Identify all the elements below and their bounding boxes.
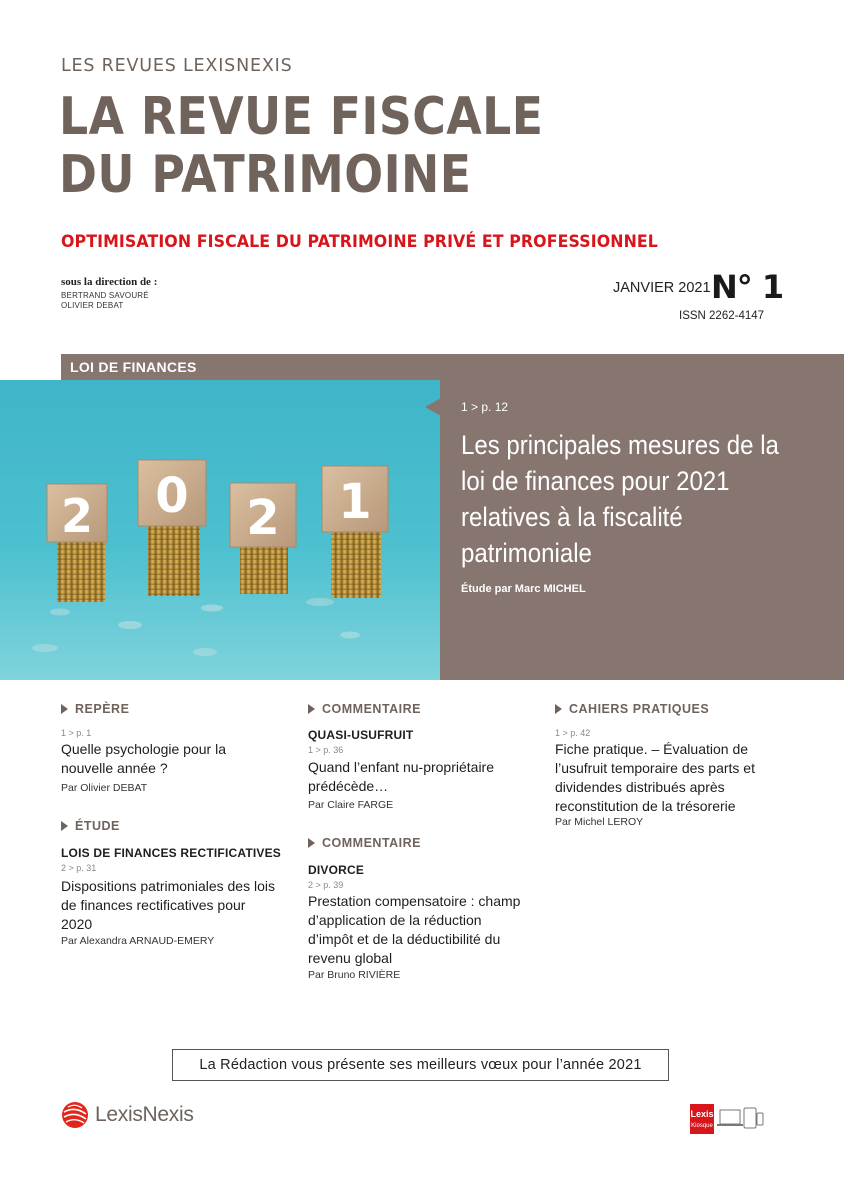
- article-author: Par Michel LEROY: [555, 816, 644, 828]
- direction-label: sous la direction de :: [61, 276, 158, 288]
- series-name: LES REVUES LEXISNEXIS: [61, 56, 293, 76]
- publisher-name: LexisNexis: [95, 1103, 194, 1126]
- issue-number: N° 1: [711, 268, 784, 306]
- triangle-bullet-icon: [61, 821, 68, 831]
- section-heading-repere: [61, 702, 129, 716]
- triangle-bullet-icon: [555, 704, 562, 714]
- feature-title[interactable]: Les principales mesures de la loi de finances pour 2021 relatives à la fiscalité patrimoniale: [461, 430, 779, 568]
- article-ref: 1 > p. 42: [555, 728, 591, 738]
- cover-photo: [0, 380, 440, 680]
- section-heading-label: REPÈRE: [75, 702, 130, 716]
- article-keyword: QUASI-USUFRUIT: [308, 728, 414, 742]
- section-heading-cahiers-pratiques: [555, 702, 709, 716]
- image-digit: 0: [155, 468, 189, 524]
- article-author: Par Alexandra ARNAUD-EMERY: [61, 935, 215, 947]
- triangle-bullet-icon: [61, 704, 68, 714]
- journal-title-line2: DU PATRIMOINE: [59, 145, 472, 205]
- issue-date: JANVIER 2021 -: [613, 280, 720, 296]
- article-author: Par Claire FARGE: [308, 799, 394, 811]
- article-ref: 1 > p. 1: [61, 728, 92, 738]
- section-heading-label: COMMENTAIRE: [322, 836, 422, 850]
- section-heading-etude: [61, 819, 120, 833]
- article-ref: 2 > p. 39: [308, 880, 344, 890]
- article-ref: 1 > p. 36: [308, 745, 344, 755]
- image-digit: 1: [338, 474, 372, 530]
- article-ref: 2 > p. 31: [61, 863, 97, 873]
- article-title[interactable]: Quand l’enfant nu-propriétaire prédécède…: [308, 759, 495, 794]
- article-title[interactable]: Prestation compensatoire : champ d’application de la réduction d’impôt et de la déductibilité du revenu global: [308, 893, 521, 966]
- section-heading-commentaire: [308, 836, 421, 850]
- image-digit: 2: [60, 489, 94, 543]
- article-author: Par Bruno RIVIÈRE: [308, 969, 401, 981]
- image-digit: 2: [246, 490, 280, 546]
- lexisnexis-logo-icon: [60, 1100, 90, 1130]
- journal-subtitle: OPTIMISATION FISCALE DU PATRIMOINE PRIVÉ ET PROFESSIONNEL: [61, 232, 658, 252]
- article-author: Par Olivier DEBAT: [61, 782, 148, 794]
- article-keyword: DIVORCE: [308, 863, 365, 877]
- section-heading-commentaire: [308, 702, 421, 716]
- issn: ISSN 2262-4147: [679, 310, 765, 322]
- kiosque-label-1: Lexis: [690, 1109, 714, 1119]
- article-title[interactable]: Quelle psychologie pour la nouvelle année ?: [61, 741, 226, 776]
- section-heading-label: COMMENTAIRE: [322, 702, 422, 716]
- feature-author: Étude par Marc MICHEL: [461, 583, 586, 595]
- triangle-bullet-icon: [308, 704, 315, 714]
- director-name: BERTRAND SAVOURÉ: [61, 291, 149, 300]
- director-name: OLIVIER DEBAT: [61, 301, 124, 310]
- triangle-bullet-icon: [308, 838, 315, 848]
- greetings-box: [172, 1049, 669, 1081]
- article-title[interactable]: Fiche pratique. – Évaluation de l’usufruit temporaire des parts et dividendes distribués après reconstitution de la trésorerie: [555, 741, 755, 814]
- feature-ref: 1 > p. 12: [461, 400, 509, 414]
- lexis-kiosque-badge[interactable]: [690, 1104, 764, 1134]
- greetings-text: La Rédaction vous présente ses meilleurs vœux pour l’année 2021: [199, 1057, 642, 1073]
- article-title[interactable]: Dispositions patrimoniales des lois de finances rectificatives pour 2020: [61, 878, 275, 932]
- feature-pointer: [425, 398, 441, 416]
- article-keyword: LOIS DE FINANCES RECTIFICATIVES: [61, 846, 281, 860]
- journal-title-line1: LA REVUE FISCALE: [59, 87, 544, 147]
- kiosque-label-2: Kiosque: [691, 1123, 713, 1129]
- publisher-logo[interactable]: [60, 1100, 194, 1130]
- feature-section-label: LOI DE FINANCES: [70, 359, 197, 375]
- section-heading-label: CAHIERS PRATIQUES: [569, 702, 710, 716]
- journal-title: [59, 88, 543, 204]
- section-heading-label: ÉTUDE: [75, 819, 120, 833]
